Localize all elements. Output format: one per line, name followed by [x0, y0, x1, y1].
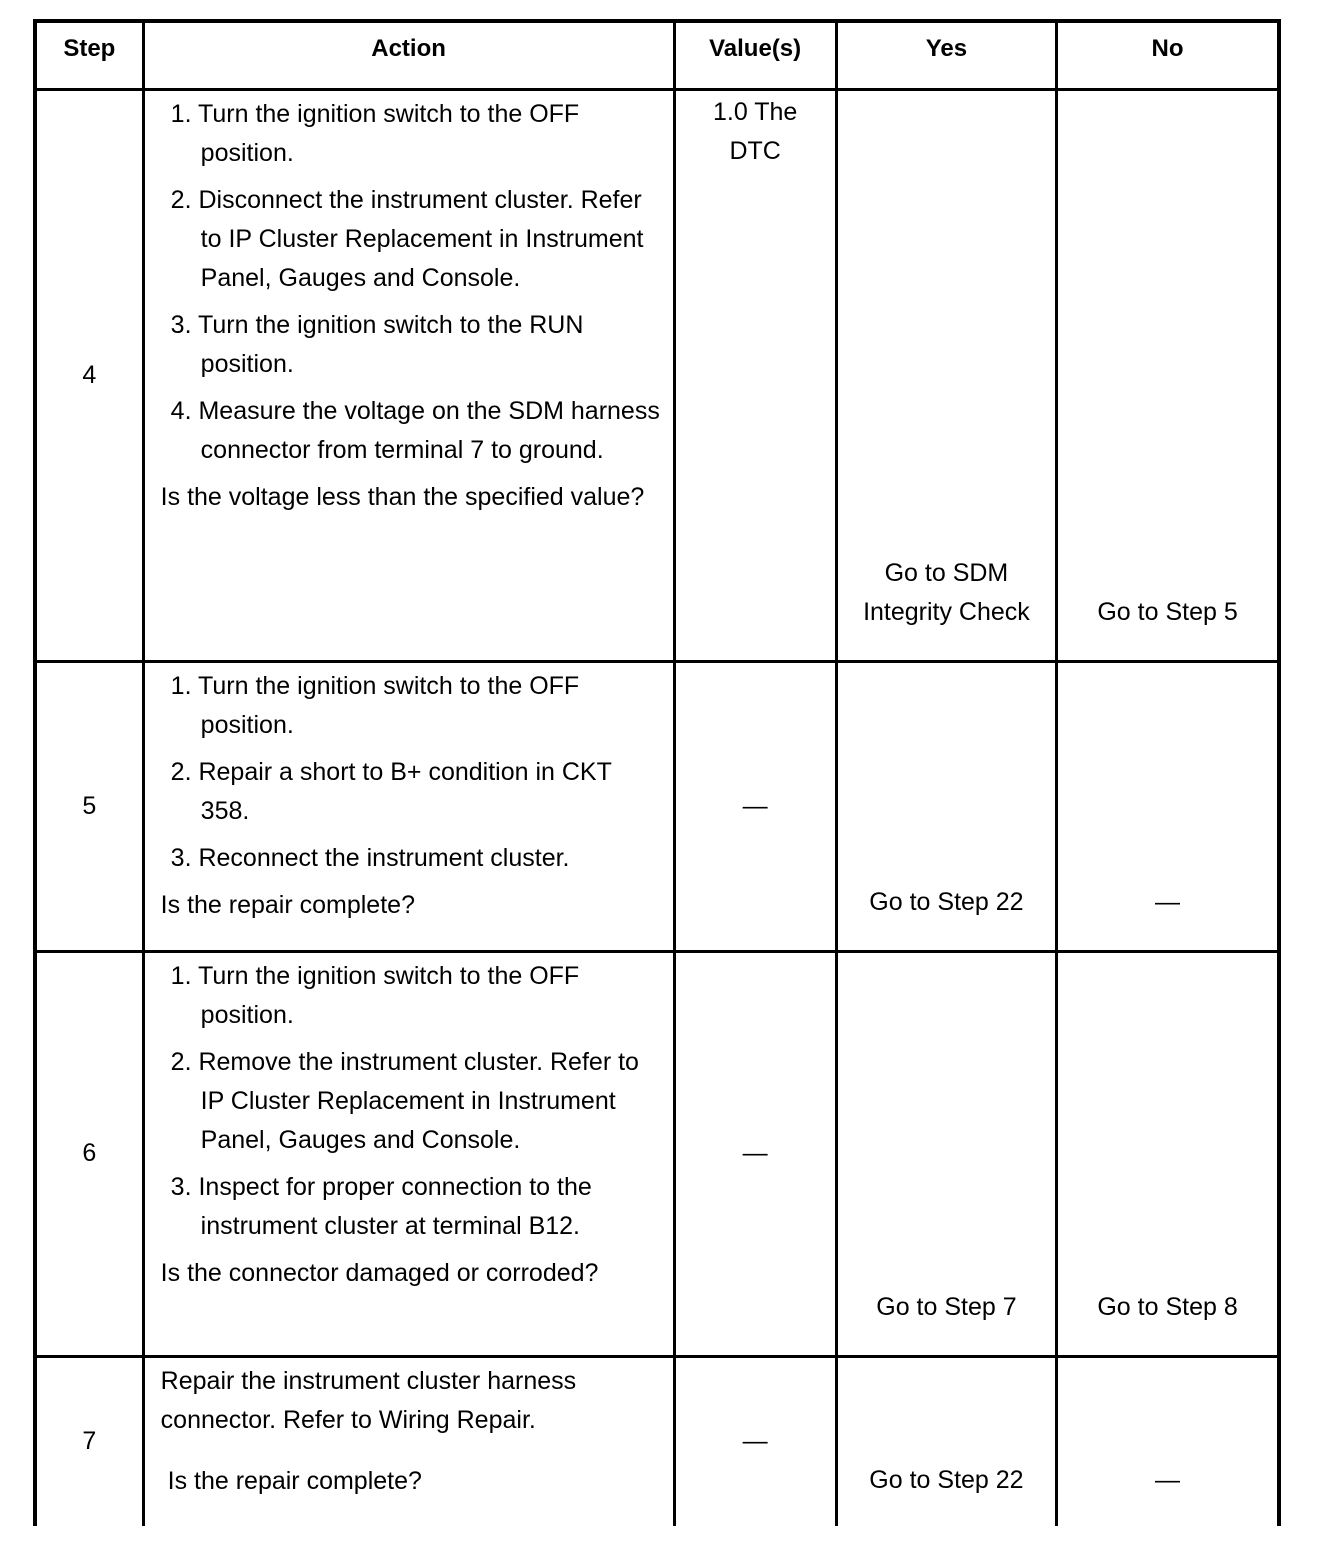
step-number: 5: [35, 661, 143, 951]
action-substep: 3. Turn the ignition switch to the RUN position.: [170, 310, 584, 378]
yes-result: Go to SDM Integrity Check: [836, 89, 1056, 661]
action-cell: [143, 661, 674, 951]
header-values: Value(s): [674, 21, 836, 89]
action-cell: [143, 951, 674, 1356]
value-cell: —: [674, 951, 836, 1356]
no-result: —: [1057, 661, 1279, 951]
no-result: —: [1057, 1356, 1279, 1526]
table-row-step-5: [35, 661, 1279, 951]
no-result: Go to Step 8: [1057, 951, 1279, 1356]
step-number: 4: [35, 89, 143, 661]
yes-result: Go to Step 22: [836, 1356, 1056, 1526]
value-cell: 1.0 The DTC: [674, 89, 836, 661]
action-substep: 3. Reconnect the instrument cluster.: [170, 843, 570, 872]
action-substep: 1. Turn the ignition switch to the OFF position.: [170, 961, 580, 1029]
yes-result: Go to Step 22: [836, 661, 1056, 951]
action-cell: [143, 89, 674, 661]
diagnostic-table: [33, 19, 1281, 1526]
header-no: No: [1057, 21, 1279, 89]
action-cell: [143, 1356, 674, 1526]
action-substep: 1. Turn the ignition switch to the OFF position.: [170, 671, 580, 739]
table-row-step-7: [35, 1356, 1279, 1526]
action-substep: 1. Turn the ignition switch to the OFF position.: [170, 99, 580, 167]
action-substep: Repair the instrument cluster harness connector. Refer to Wiring Repair.: [160, 1366, 577, 1434]
header-step: Step: [35, 21, 143, 89]
step-number: 7: [35, 1356, 143, 1526]
header-action: Action: [143, 21, 674, 89]
value-cell: —: [674, 661, 836, 951]
action-substep: 4. Measure the voltage on the SDM harness connector from terminal 7 to ground.: [170, 396, 660, 464]
table-row-step-4: [35, 89, 1279, 661]
no-result: Go to Step 5: [1057, 89, 1279, 661]
action-substep: 2. Disconnect the instrument cluster. Refer to IP Cluster Replacement in Instrument Panel, Gauges and Console.: [170, 185, 644, 292]
action-question: Is the connector damaged or corroded?: [160, 1258, 599, 1287]
table-row-step-6: [35, 951, 1279, 1356]
action-question: Is the voltage less than the specified value?: [160, 482, 645, 511]
diagnostic-table-frame: [33, 19, 1281, 1526]
action-substep: 2. Repair a short to B+ condition in CKT 358.: [170, 757, 612, 825]
action-substep: 3. Inspect for proper connection to the instrument cluster at terminal B12.: [170, 1172, 592, 1240]
header-yes: Yes: [836, 21, 1056, 89]
step-number: 6: [35, 951, 143, 1356]
header-row: [35, 21, 1279, 89]
action-substep: 2. Remove the instrument cluster. Refer to IP Cluster Replacement in Instrument Panel, Gauges and Console.: [170, 1047, 639, 1154]
value-cell: —: [674, 1356, 836, 1526]
action-question: Is the repair complete?: [160, 1466, 422, 1495]
action-question: Is the repair complete?: [160, 890, 415, 919]
yes-result: Go to Step 7: [836, 951, 1056, 1356]
